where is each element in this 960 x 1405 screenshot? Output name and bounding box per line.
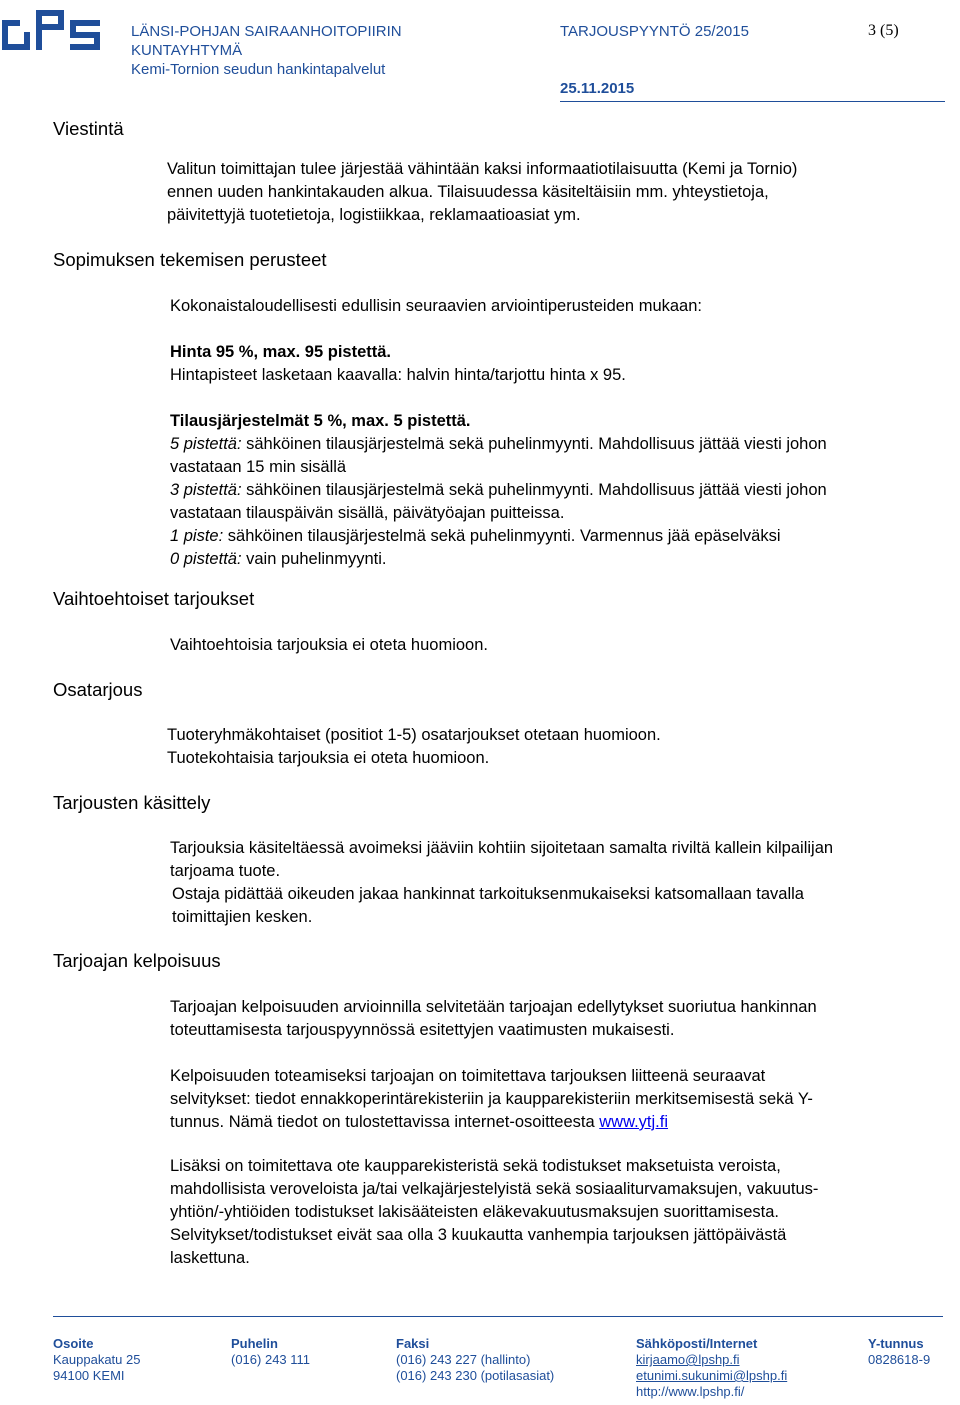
footer-phone-label: Puhelin xyxy=(231,1336,278,1351)
section-heading-sopimus: Sopimuksen tekemisen perusteet xyxy=(53,249,327,270)
order-system-title: Tilausjärjestelmät 5 %, max. 5 pistettä. xyxy=(170,412,471,430)
points-5-line xyxy=(170,433,827,456)
points-3-text: sähköinen tilausjärjestelmä sekä puhelinmyynti. Mahdollisuus jättää viesti johon xyxy=(241,481,827,499)
footer-phone-line1: (016) 243 111 xyxy=(231,1352,311,1367)
points-5-label: 5 pistettä: xyxy=(170,435,242,453)
section-heading-kelpoisuus: Tarjoajan kelpoisuus xyxy=(53,950,221,971)
footer-ytunnus xyxy=(868,1336,930,1368)
section-heading-vaihtoehtoiset: Vaihtoehtoiset tarjoukset xyxy=(53,588,255,609)
org-name-line2: KUNTAYHTYMÄ xyxy=(131,42,243,59)
header-rule xyxy=(560,101,945,102)
footer-phone xyxy=(231,1336,310,1368)
footer-address-line1: Kauppakatu 25 xyxy=(53,1352,141,1367)
kelpoisuus-p2-text: tunnus. Nämä tiedot on tulostettavissa internet-osoitteesta xyxy=(170,1113,600,1131)
document-title: TARJOUSPYYNTÖ 25/2015 xyxy=(560,23,749,40)
viestinta-line-3: päivitettyjä tuotetietoja, logistiikkaa, reklamaatioasiat ym. xyxy=(167,206,581,224)
points-0-label: 0 pistettä: xyxy=(170,550,242,568)
page-number: 3 (5) xyxy=(868,22,899,39)
footer-email-link-2[interactable]: etunimi.sukunimi@lpshp.fi xyxy=(636,1368,788,1383)
footer-ytunnus-label: Y-tunnus xyxy=(868,1336,924,1351)
points-1-line xyxy=(170,525,781,548)
footer-website[interactable]: http://www.lpshp.fi/ xyxy=(636,1384,745,1399)
footer-email-label: Sähköposti/Internet xyxy=(636,1336,758,1351)
footer-fax-line1: (016) 243 227 (hallinto) xyxy=(396,1352,531,1367)
kelpoisuus-p2-line-2: selvitykset: tiedot ennakkoperintärekisteriin ja kaupparekisteriin merkitsemisestä sekä Y- xyxy=(170,1090,813,1108)
org-unit: Kemi-Tornion seudun hankintapalvelut xyxy=(131,61,386,78)
footer-rule xyxy=(53,1316,943,1317)
kelpoisuus-p3-line-2: mahdollisista veroveloista ja/tai velkajärjestelyistä sekä sosiaaliturvamaksujen, vakuutus- xyxy=(170,1180,819,1198)
points-3-line xyxy=(170,479,827,502)
kelpoisuus-p3-line-3: yhtiön/-yhtiöiden todistukset lakisääteisten eläkevakuutusmaksujen suorittamisesta. xyxy=(170,1203,779,1221)
kelpoisuus-p1-line-1: Tarjoajan kelpoisuuden arvioinnilla selvitetään tarjoajan edellytykset suoriutua hankinnan xyxy=(170,998,817,1016)
points-1-label: 1 piste: xyxy=(170,527,224,545)
points-3-line-2: vastataan tilauspäivän sisällä, päivätyöajan puitteissa. xyxy=(170,504,565,522)
footer-address-label: Osoite xyxy=(53,1336,94,1351)
section-heading-osatarjous: Osatarjous xyxy=(53,679,143,700)
points-0-text: vain puhelinmyynti. xyxy=(241,550,387,568)
kelpoisuus-p1-line-2: toteuttamisesta tarjouspyynnössä esitettyjen vaatimusten mukaisesti. xyxy=(170,1021,675,1039)
logo xyxy=(0,4,110,64)
kasittely-line-1: Tarjouksia käsiteltäessä avoimeksi jääviin kohtiin sijoitetaan samalta riviltä kallein kilpailijan xyxy=(170,839,834,857)
points-3-label: 3 pistettä: xyxy=(170,481,242,499)
points-5-line-2: vastataan 15 min sisällä xyxy=(170,458,347,476)
kelpoisuus-p2-line-1: Kelpoisuuden toteamiseksi tarjoajan on toimitettava tarjouksen liitteenä seuraavat xyxy=(170,1067,766,1085)
viestinta-line-2: ennen uuden hankintakauden alkua. Tilaisuudessa käsiteltäisiin mm. yhteystietoja, xyxy=(167,183,769,201)
ytj-link[interactable]: www.ytj.fi xyxy=(599,1113,669,1131)
footer-address-line2: 94100 KEMI xyxy=(53,1368,125,1383)
vaihtoehtoiset-text: Vaihtoehtoisia tarjouksia ei oteta huomioon. xyxy=(170,636,488,654)
footer-fax-line2: (016) 243 230 (potilasasiat) xyxy=(396,1368,555,1383)
kelpoisuus-p3-line-4: Selvitykset/todistukset eivät saa olla 3 kuukautta vanhempia tarjouksen jättöpäivästä xyxy=(170,1226,787,1244)
price-criterion-title: Hinta 95 %, max. 95 pistettä. xyxy=(170,343,392,361)
kasittely-line-4: toimittajien kesken. xyxy=(172,908,313,926)
section-heading-kasittely: Tarjousten käsittely xyxy=(53,792,211,813)
kelpoisuus-p3-line-5: laskettuna. xyxy=(170,1249,250,1267)
kelpoisuus-p2-line-3 xyxy=(170,1111,668,1134)
org-name-line1: LÄNSI-POHJAN SAIRAANHOITOPIIRIN xyxy=(131,23,402,40)
section-heading-viestinta: Viestintä xyxy=(53,118,124,139)
points-1-text: sähköinen tilausjärjestelmä sekä puhelinmyynti. Varmennus jää epäselväksi xyxy=(223,527,781,545)
footer-address xyxy=(53,1336,140,1384)
points-0-line xyxy=(170,548,386,571)
kasittely-line-3: Ostaja pidättää oikeuden jakaa hankinnat tarkoituksenmukaiseksi katsomallaan tavalla xyxy=(172,885,804,903)
price-criterion-text: Hintapisteet lasketaan kaavalla: halvin hinta/tarjottu hinta x 95. xyxy=(170,366,626,384)
footer-fax-label: Faksi xyxy=(396,1336,430,1351)
kelpoisuus-p3-line-1: Lisäksi on toimitettava ote kaupparekisteristä sekä todistukset maksetuista veroista, xyxy=(170,1157,781,1175)
footer-fax xyxy=(396,1336,554,1384)
document-date: 25.11.2015 xyxy=(560,80,635,97)
osatarjous-line-1: Tuoteryhmäkohtaiset (positiot 1-5) osatarjoukset otetaan huomioon. xyxy=(167,726,661,744)
viestinta-line-1: Valitun toimittajan tulee järjestää vähintään kaksi informaatiotilaisuutta (Kemi ja Tornio) xyxy=(167,160,798,178)
osatarjous-line-2: Tuotekohtaisia tarjouksia ei oteta huomioon. xyxy=(167,749,490,767)
footer-ytunnus-value: 0828618-9 xyxy=(868,1352,931,1367)
kasittely-line-2: tarjoama tuote. xyxy=(170,862,281,880)
footer-email-link-1[interactable]: kirjaamo@lpshp.fi xyxy=(636,1352,740,1367)
sopimus-intro: Kokonaistaloudellisesti edullisin seuraavien arviointiperusteiden mukaan: xyxy=(170,297,702,315)
footer-email xyxy=(636,1336,787,1400)
points-5-text: sähköinen tilausjärjestelmä sekä puhelinmyynti. Mahdollisuus jättää viesti johon xyxy=(241,435,827,453)
lpshp-logo-icon xyxy=(0,4,110,64)
